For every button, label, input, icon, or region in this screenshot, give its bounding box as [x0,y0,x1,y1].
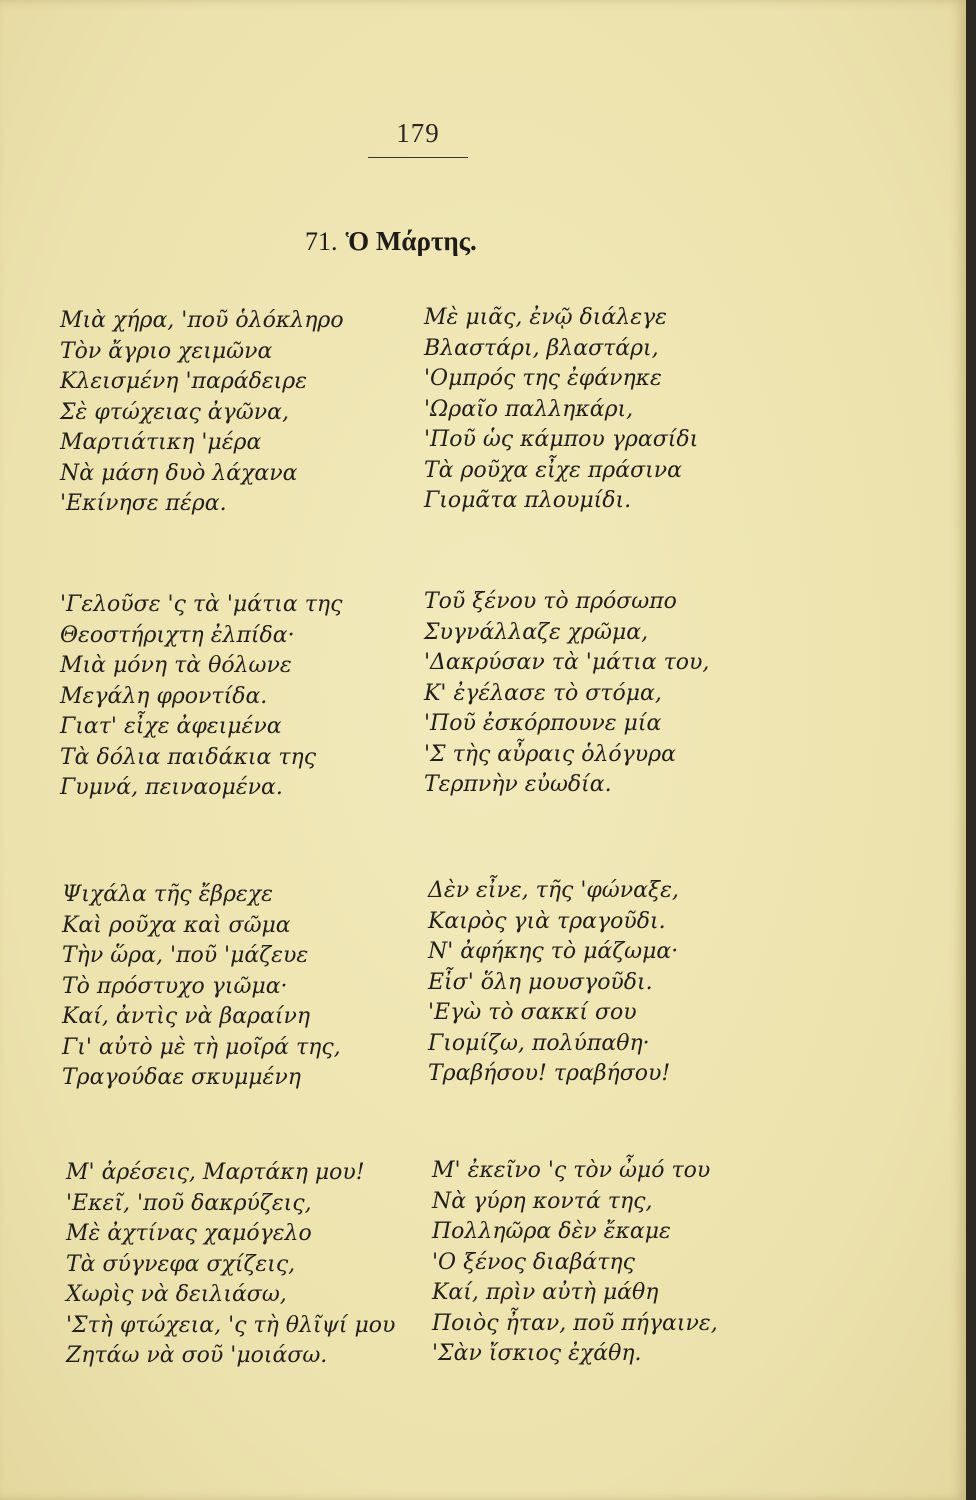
verse-line: Μ' ἀρέσεις, Μαρτάκη μου! [66,1160,365,1185]
verse-line: 'Σὰν ἴσκιος ἐχάθη. [432,1341,642,1366]
verse-line: Καὶ ροῦχα καὶ σῶμα [62,912,291,938]
stanza-left-2 [60,590,342,804]
verse-line: Μαρτιάτικη 'μέρα [60,430,262,455]
verse-line: Τὰ δόλια παιδάκια της [60,744,317,770]
verse-line: Εἶσ' ὅλη μουσγοῦδι. [428,969,653,995]
verse-line: Τερπνὴν εὐωδία. [424,772,612,797]
verse-line: 'Εκεῖ, 'ποῦ δακρύζεις, [66,1190,312,1216]
verse-line: 'Εγὼ τὸ σακκί σου [428,1000,637,1025]
verse-line: Μὲ ἀχτίνας χαμόγελο [66,1221,312,1246]
verse-line: 'Ποῦ ὡς κάμπου γρασίδι [424,427,699,452]
verse-line: Μιὰ χήρα, 'ποῦ ὁλόκληρο [60,308,344,333]
verse-line: Τραβήσου! τραβήσου! [428,1061,671,1086]
verse-line: 'Ωραῖο παλληκάρι, [424,396,634,422]
verse-line: Ζητάω νὰ σοῦ 'μοιάσω. [66,1343,328,1368]
verse-line: Ποιὸς ἦταν, ποῦ πήγαινε, [432,1310,718,1336]
verse-line: Τοῦ ξένου τὸ πρόσωπο [424,589,677,614]
poem-number: 71. [305,227,338,256]
verse-line: 'Δακρύσαν τὰ 'μάτια του, [424,650,710,675]
verse-line: Τὸν ἄγριο χειμῶνα [60,338,273,364]
verse-line: Δὲν εἶνε, τῆς 'φώναξε, [428,878,679,903]
verse-line: 'Ο ξένος διαβάτης [432,1249,635,1275]
verse-line: Τὰ σύγνεφα σχίζεις, [66,1251,296,1277]
verse-line: Τὸ πρόστυχο γιῶμα· [62,973,288,999]
verse-line: Τραγούδαε σκυμμένη [62,1065,301,1090]
verse-line: 'Γελοῦσε 'ς τὰ 'μάτια της [60,592,343,617]
verse-line: Μ' ἐκεῖνο 'ς τὸν ὦμό του [432,1158,711,1183]
verse-line: Καί, ἀντὶς νὰ βαραίνη [62,1004,311,1029]
stanza-left-4 [66,1158,395,1372]
verse-line: Γι' αὐτὸ μὲ τὴ μοῖρά της, [62,1034,341,1060]
verse-line: 'Σ τὴς αὖραις ὁλόγυρα [424,741,676,767]
stanza-left-1 [60,306,344,520]
verse-line: Σὲ φτώχειας ἀγῶνα, [60,399,289,425]
verse-line: Ν' ἀφήκης τὸ μάζωμα· [428,939,679,964]
verse-line: Γιομᾶτα πλουμίδι. [424,488,632,513]
verse-line: 'Ποῦ ἐσκόρπουνε μία [424,711,662,736]
stanza-right-1 [424,303,698,517]
verse-line: Συγνάλλαζε χρῶμα, [424,619,649,645]
poem-heading [305,226,605,257]
page-number-rule [368,157,468,158]
verse-line: Κλεισμένη 'παράδειρε [60,369,308,394]
verse-line: Βλαστάρι, βλαστάρι, [424,335,659,361]
stanza-left-3 [62,880,341,1094]
verse-line: Μὲ μιᾶς, ἐνῷ διάλεγε [424,305,667,330]
stanza-right-2 [424,587,709,801]
verse-line: 'Εκίνησε πέρα. [60,491,227,516]
verse-line: Καιρὸς γιὰ τραγοῦδι. [428,908,666,934]
verse-line: Ψιχάλα τῆς ἔβρεχε [62,882,273,907]
verse-line: Κ' ἐγέλασε τὸ στόμα, [424,680,662,706]
verse-line: Γιομίζω, πολύπαθη· [428,1030,650,1056]
verse-line: Καί, πρὶν αὐτὴ μάθη [432,1280,659,1305]
verse-line: Πολληῶρα δὲν ἔκαμε [432,1219,671,1244]
verse-line: Τὰ ροῦχα εἶχε πράσινα [424,457,682,483]
verse-line: Νὰ γύρη κοντά της, [432,1188,653,1214]
verse-line: Τὴν ὥρα, 'ποῦ 'μάζευε [62,943,309,968]
poem-title: Ὁ Μάρτης. [345,226,477,256]
verse-line: Νὰ μάση δυὸ λάχανα [60,460,298,486]
verse-line: Γυμνά, πειναομένα. [60,775,283,800]
verse-line: Μιὰ μόνη τὰ θόλωνε [60,653,292,678]
verse-line: Θεοστήριχτη ἐλπίδα· [60,622,295,648]
verse-line: Χωρὶς νὰ δειλιάσω, [66,1282,287,1307]
verse-line: Γιατ' εἶχε ἀφειμένα [60,714,282,739]
verse-line: 'Ομπρός της ἐφάνηκε [424,366,662,391]
stanza-right-3 [428,876,679,1090]
verse-line: 'Στὴ φτώχεια, 'ς τὴ θλῖψί μου [66,1312,396,1338]
verse-line: Μεγάλη φροντίδα. [60,683,268,709]
page-number: 179 [396,118,440,148]
stanza-right-4 [432,1156,718,1370]
